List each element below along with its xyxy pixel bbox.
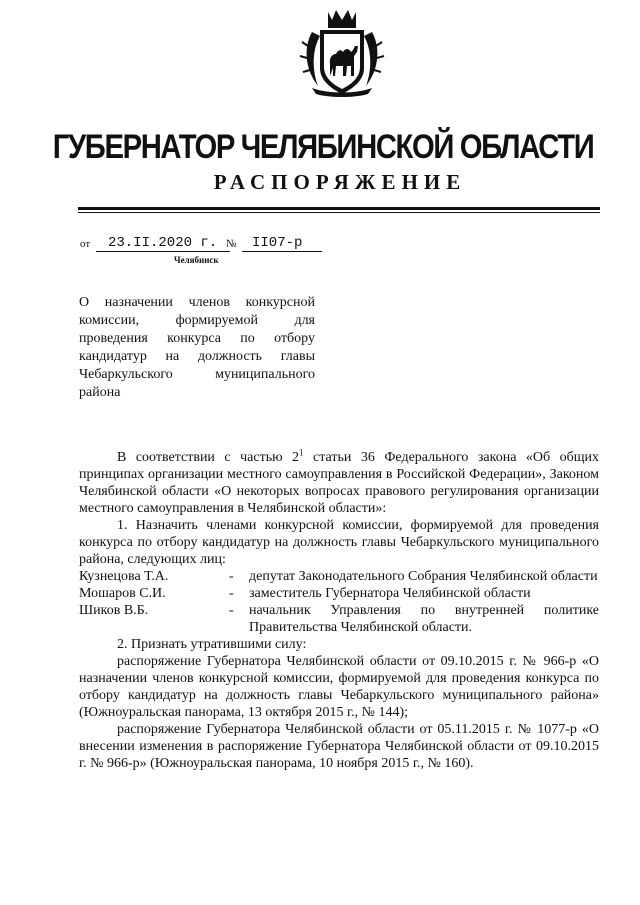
document-number: II07-р xyxy=(242,235,322,252)
member-role: начальник Управления по внутренней политике Правительства Челябинской области. xyxy=(249,603,599,635)
repeal-paragraph-1: распоряжение Губернатора Челябинской области от 09.10.2015 г. № 966-р «О назначении членов конкурсной комиссии, формируемой для проведения конкурса по отбору кандидатур на должность главы Чебаркульского муниципального района» (Южноуральская панорама, 13 октября 2015 г., № 144); xyxy=(79,654,599,720)
document-body xyxy=(79,449,599,772)
member-row xyxy=(79,568,599,585)
member-dash: - xyxy=(229,603,234,618)
member-dash: - xyxy=(229,586,234,601)
chelyabinsk-coat-of-arms-icon xyxy=(298,6,386,98)
repeal-paragraph-2: распоряжение Губернатора Челябинской области от 05.11.2015 г. № 1077-р «О внесении изменения в распоряжение Губернатора Челябинской области от 09.10.2015 г. № 966-р» (Южноуральская панорама, 10 ноября 2015 г., № 160). xyxy=(79,722,599,771)
item-2-paragraph: 2. Признать утратившими силу: xyxy=(117,637,307,652)
preamble-text-b: статьи 36 Федерального закона «Об общих принципах организации местного самоуправления в Российской Федерации», Законом Челябинской области «О некоторых вопросах правового регулирования организации местного самоуправления в Челябинской области»: xyxy=(79,450,600,516)
member-dash: - xyxy=(229,569,234,584)
member-name: Мошаров С.И. xyxy=(79,586,166,601)
member-role: заместитель Губернатора Челябинской области xyxy=(249,586,531,601)
member-name: Шиков В.Б. xyxy=(79,603,149,618)
member-role: депутат Законодательного Собрания Челябинской области xyxy=(249,569,598,584)
member-name: Кузнецова Т.А. xyxy=(79,569,169,584)
preamble-superscript: 1 xyxy=(299,447,304,458)
number-label: № xyxy=(226,238,237,250)
preamble-text-a: В соответствии с частью 2 xyxy=(117,450,300,465)
header-rule-thin xyxy=(78,212,600,213)
member-row xyxy=(79,602,599,636)
header-rule-thick xyxy=(78,207,600,210)
document-date: 23.II.2020 г. xyxy=(96,235,230,252)
preamble-paragraph xyxy=(79,449,599,517)
document-subject: О назначении членов конкурсной комиссии, формируемой для проведения конкурса по отбору кандидатур на должность главы Чебаркульского муниципального района xyxy=(79,295,315,400)
member-row xyxy=(79,585,599,602)
item-1-paragraph: 1. Назначить членами конкурсной комиссии, формируемой для проведения конкурса по отбору кандидатур на должность главы Чебаркульского муниципального района, следующих лиц: xyxy=(79,518,599,567)
city-name: Челябинск xyxy=(174,255,219,265)
date-label: от xyxy=(80,238,91,250)
document-type: РАСПОРЯЖЕНИЕ xyxy=(213,170,467,194)
governor-title: ГУБЕРНАТОР ЧЕЛЯБИНСКОЙ ОБЛАСТИ xyxy=(52,128,594,166)
date-number-row xyxy=(80,232,320,254)
